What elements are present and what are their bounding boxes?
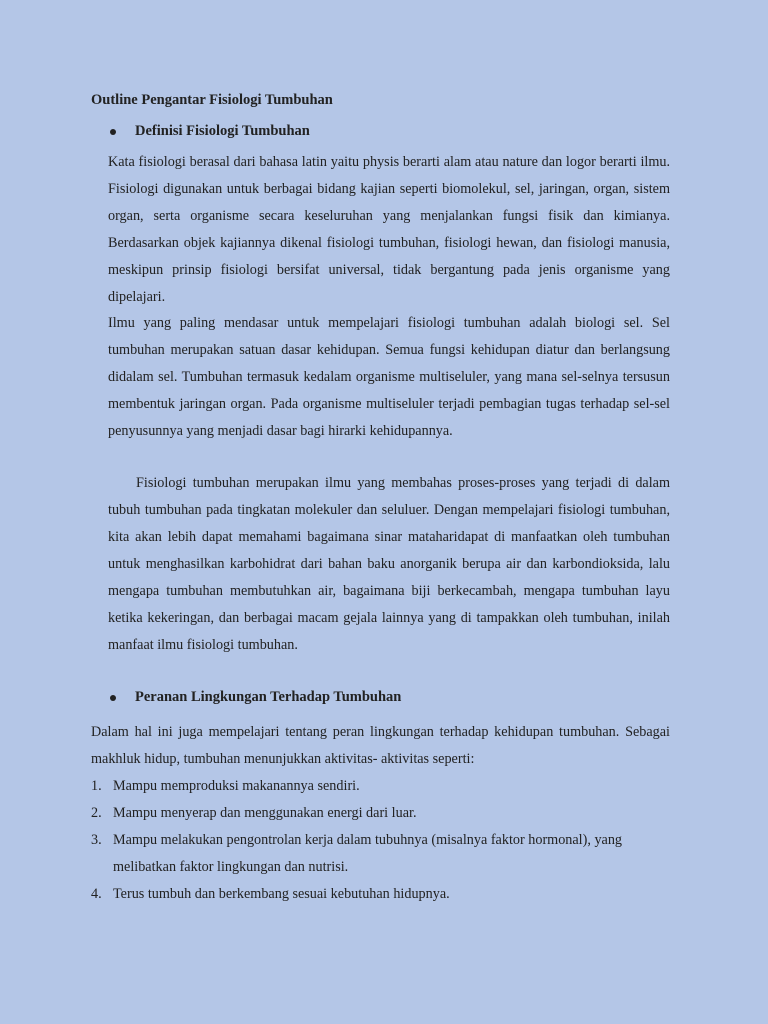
- list-item-number: 4.: [91, 886, 102, 902]
- paragraph-definisi: Kata fisiologi berasal dari bahasa latin yaitu physis berarti alam atau nature dan logor berarti ilmu. Fisiologi digunakan untuk berbagai bidang kajian seperti biomolekul, sel, jaringan, organ, sistem organ, serta organisme secara keseluruhan yang menjalankan fungsi fisik dan kimianya. Berdasarkan objek kajiannya dikenal fisiologi tumbuhan, fisiologi hewan, dan fisiologi manusia, meskipun prinsip fisiologi bersifat universal, tidak bergantung pada jenis organisme yang dipelajari.: [108, 154, 670, 305]
- list-item-number: 2.: [91, 805, 102, 821]
- list-item-text: Mampu menyerap dan menggunakan energi dari luar.: [113, 805, 417, 821]
- list-item: [91, 800, 670, 827]
- list-item-text: Terus tumbuh dan berkembang sesuai kebutuhan hidupnya.: [113, 886, 450, 902]
- paragraph-biologi-sel: Ilmu yang paling mendasar untuk mempelajari fisiologi tumbuhan adalah biologi sel. Sel tumbuhan merupakan satuan dasar kehidupan. Semua fungsi kehidupan diatur dan berlangsung didalam sel. Tumbuhan termasuk kedalam organisme multiseluler, yang mana sel-selnya tersusun membentuk jaringan organ. Pada organisme multiseluler terjadi pembagian tugas terhadap sel-sel penyusunnya yang menjadi dasar bagi hirarki kehidupannya.: [108, 315, 670, 439]
- list-item-number: 3.: [91, 832, 102, 848]
- section-heading-label: Definisi Fisiologi Tumbuhan: [135, 123, 310, 139]
- list-item: [91, 827, 670, 881]
- list-item-text: Mampu melakukan pengontrolan kerja dalam tubuhnya (misalnya faktor hormonal), yang melibatkan faktor lingkungan dan nutrisi.: [113, 832, 623, 875]
- list-item-text: Mampu memproduksi makanannya sendiri.: [113, 778, 360, 794]
- document-title: Outline Pengantar Fisiologi Tumbuhan: [91, 92, 333, 108]
- activity-list: [91, 773, 670, 908]
- paragraph-fisiologi-tumbuhan: Fisiologi tumbuhan merupakan ilmu yang membahas proses-proses yang terjadi di dalam tubuh tumbuhan pada tingkatan molekuler dan seluluer. Dengan mempelajari fisiologi tumbuhan, kita akan lebih dapat memahami bagaimana sinar mataharidapat di manfaatkan oleh tumbuhan untuk menghasilkan karbohidrat dari bahan baku anorganik berupa air dan karbondioksida, lalu mengapa tumbuhan membutuhkan air, bagaimana biji berkecambah, mengapa tumbuhan layu ketika kekeringan, dan berbagai macam gejala lainnya yang di tampakkan oleh tumbuhan, inilah manfaat ilmu fisiologi tumbuhan.: [108, 475, 670, 653]
- section-heading-label: Peranan Lingkungan Terhadap Tumbuhan: [135, 689, 402, 705]
- paragraph-peranan-intro: Dalam hal ini juga mempelajari tentang peran lingkungan terhadap kehidupan tumbuhan. Sebagai makhluk hidup, tumbuhan menunjukkan aktivitas- aktivitas seperti:: [91, 724, 670, 767]
- list-item-number: 1.: [91, 778, 102, 794]
- bullet-icon: [110, 695, 116, 701]
- section-heading-definisi: [110, 123, 310, 140]
- list-item: [91, 881, 670, 908]
- bullet-icon: [110, 129, 116, 135]
- section-heading-peranan: [110, 689, 401, 706]
- list-item: [91, 773, 670, 800]
